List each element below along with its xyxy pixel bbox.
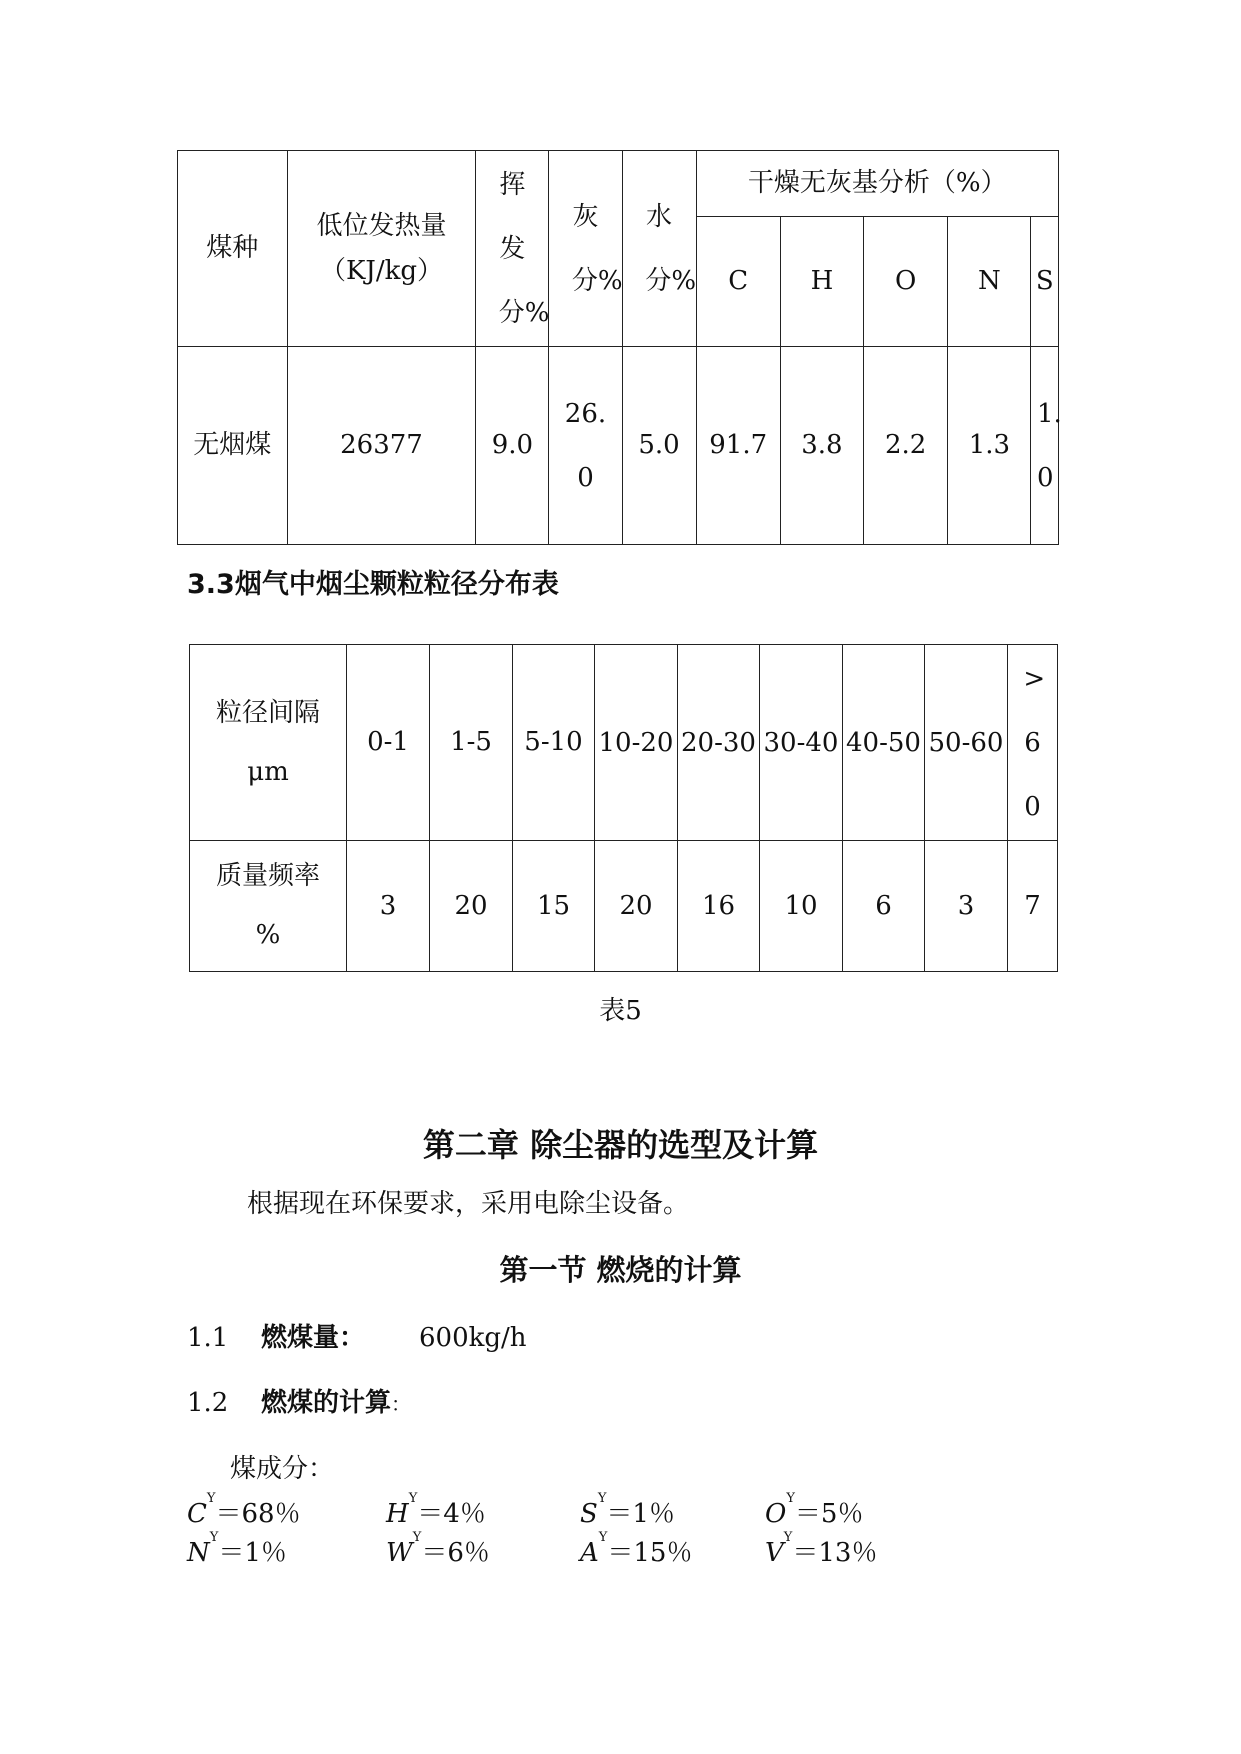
composition-ash: $A^Y=15$％ [580,1530,693,1568]
water-header: 水分% [622,151,696,347]
item-label: 燃煤量： [261,1323,366,1353]
coal-type-cell: 无烟煤 [178,347,288,545]
item-number: 1.1 [187,1323,229,1353]
frequency-cell: 6 [843,841,925,972]
frequency-row-label [190,841,347,972]
interval-cell: 40-50 [843,645,925,841]
composition-nitrogen: $N^Y=1$％ [187,1530,287,1568]
composition-volatile: $V^Y=13$％ [765,1530,878,1568]
frequency-cell: 16 [678,841,760,972]
item-1-1 [187,1317,527,1354]
coal-analysis-table [177,150,1062,545]
carbon-cell: 91.7 [696,347,780,545]
chapter-title: 第二章 除尘器的选型及计算 [422,1126,819,1164]
frequency-cell: 20 [595,841,678,972]
sulfur-header: S [1031,217,1059,347]
interval-cell: 0-1 [347,645,430,841]
nitrogen-cell: 1.3 [948,347,1031,545]
interval-label-text: 粒径间隔 [215,697,320,728]
hydrogen-header: H [780,217,863,347]
frequency-cell: 15 [513,841,595,972]
sulfur-cell: 1.0 [1031,347,1059,545]
interval-cell: >60 [1008,645,1058,841]
coal-type-header: 煤种 [178,151,288,347]
particle-size-table [189,644,1058,972]
item-1-2 [187,1382,411,1419]
heat-value-cell: 26377 [287,347,476,545]
item-suffix: ： [391,1392,412,1416]
volatile-header: 挥发分% [476,151,549,347]
interval-cell: 20-30 [678,645,760,841]
heat-value-header [287,151,476,347]
composition-carbon: $C^Y=68$％ [187,1491,301,1529]
volatile-cell: 9.0 [476,347,549,545]
frequency-cell: 7 [1008,841,1058,972]
intro-paragraph: 根据现在环保要求，采用电除尘设备。 [247,1189,690,1219]
dry-ash-free-header: 干燥无灰基分析（%） [696,151,1058,217]
carbon-header: C [696,217,780,347]
composition-label: 煤成分： [230,1454,335,1484]
heat-value-header-text: 低位发热量 [316,210,447,241]
hydrogen-cell: 3.8 [780,347,863,545]
section-title: 第一节 燃烧的计算 [499,1253,742,1287]
frequency-cell: 3 [925,841,1008,972]
composition-sulfur: $S^Y=1$％ [580,1491,675,1529]
heat-value-header-unit: （KJ/kg） [319,255,443,286]
frequency-label-text: 质量频率 [215,861,320,891]
frequency-cell: 3 [347,841,430,972]
oxygen-cell: 2.2 [864,347,948,545]
ash-header: 灰分% [549,151,622,347]
interval-cell: 1-5 [430,645,513,841]
frequency-label-unit: % [255,920,281,950]
frequency-cell: 20 [430,841,513,972]
interval-cell: 10-20 [595,645,678,841]
ash-cell: 26.0 [549,347,622,545]
composition-water: $W^Y=6$％ [386,1530,490,1568]
oxygen-header: O [864,217,948,347]
item-number: 1.2 [187,1388,229,1418]
interval-cell: 30-40 [760,645,843,841]
composition-hydrogen: $H^Y=4$％ [386,1491,486,1529]
section-3-3-heading: 3.3烟气中烟尘颗粒粒径分布表 [187,569,559,600]
composition-oxygen: $O^Y=5$％ [765,1491,864,1529]
interval-cell: 50-60 [925,645,1008,841]
frequency-cell: 10 [760,841,843,972]
table-caption: 表5 [599,996,642,1026]
interval-row-label [190,645,347,841]
water-cell: 5.0 [622,347,696,545]
interval-label-unit: μm [247,756,289,787]
nitrogen-header: N [948,217,1031,347]
item-label: 燃煤的计算 [261,1388,392,1418]
coal-consumption-value: 600kg/h [419,1323,527,1353]
interval-cell: 5-10 [513,645,595,841]
